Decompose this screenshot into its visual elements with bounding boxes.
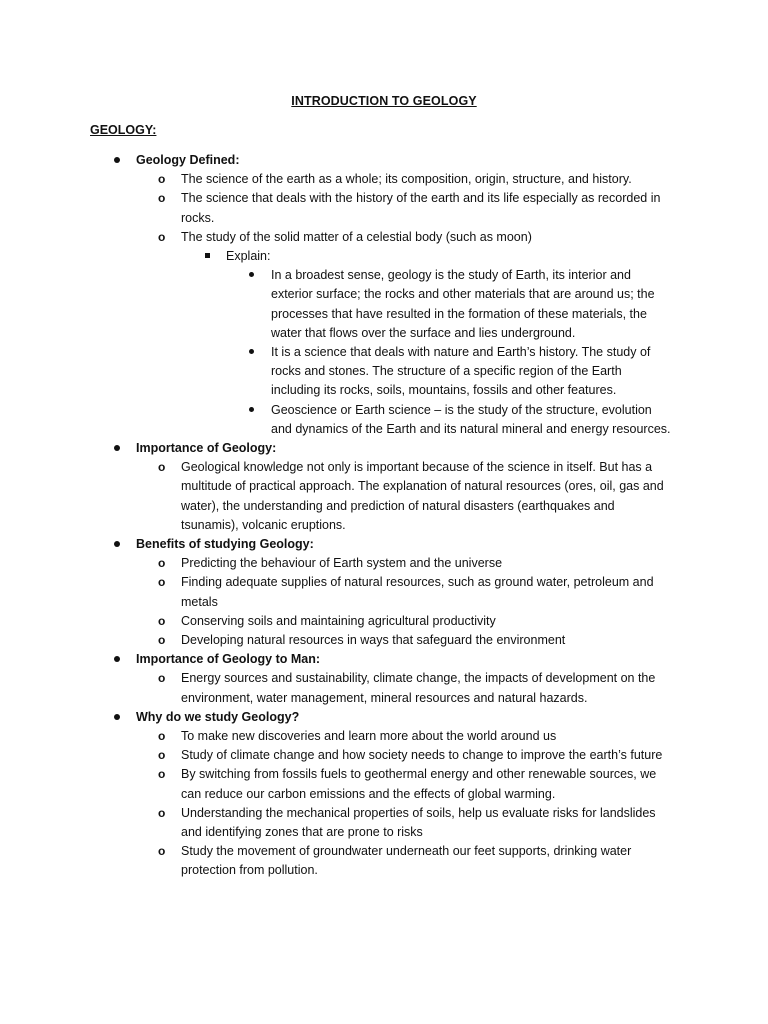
sub-bullet-marker: o [158, 556, 166, 571]
list-item-text: protection from pollution. [181, 863, 318, 878]
list-item-text: Study the movement of groundwater underneath our feet supports, drinking water [181, 844, 632, 859]
list-item-text: Understanding the mechanical properties of soils, help us evaluate risks for landslides [181, 805, 656, 820]
sub-bullet-marker: o [158, 460, 166, 475]
list-item-text: metals [181, 594, 218, 609]
section-item-heading: Why do we study Geology? [136, 709, 300, 724]
section-item-heading: Benefits of studying Geology: [136, 537, 314, 551]
sub-bullet-marker: o [158, 575, 166, 590]
document-title: INTRODUCTION TO GEOLOGY [291, 94, 477, 108]
list-item-text: The study of the solid matter of a celestial body (such as moon) [181, 229, 532, 244]
bullet-marker [114, 709, 120, 720]
list-item-text: rocks. [181, 210, 215, 225]
explain-point-text: water that flows over the surface and lies underground. [271, 325, 576, 340]
sub-bullet-marker: o [158, 633, 166, 647]
explain-point-text: and dynamics of the Earth and its natural mineral and energy resources. [271, 421, 671, 436]
sub-bullet-marker: o [158, 191, 166, 206]
explain-label: Explain: [226, 249, 271, 263]
sub-bullet-marker: o [158, 805, 166, 820]
explain-point-text: It is a science that deals with nature and Earth’s history. The study of [271, 345, 651, 359]
sub-bullet-marker: o [158, 748, 166, 763]
list-item-text: Energy sources and sustainability, climate change, the impacts of development on the [181, 671, 656, 686]
section-heading: GEOLOGY: [90, 123, 157, 137]
list-item-text: The science that deals with the history of the earth and its life especially as recorded in [181, 191, 661, 206]
list-item-text: Study of climate change and how society needs to change to improve the earth’s future [181, 748, 663, 763]
list-item-text: and identifying zones that are prone to risks [181, 825, 423, 839]
sub-bullet-marker: o [158, 844, 166, 859]
explain-point-text: rocks and stones. The structure of a specific region of the Earth [271, 364, 622, 379]
list-item-text: Geological knowledge not only is important because of the science in itself. But has a [181, 460, 653, 475]
list-item-text: Conserving soils and maintaining agricultural productivity [181, 613, 496, 628]
list-item-text: The science of the earth as a whole; its composition, origin, structure, and history. [181, 172, 632, 187]
list-item-text: Developing natural resources in ways that safeguard the environment [181, 633, 566, 647]
sub-bullet-marker: o [158, 172, 166, 187]
list-item-text: Predicting the behaviour of Earth system and the universe [181, 556, 503, 571]
sub-bullet-marker: o [158, 671, 166, 686]
list-item-text: can reduce our carbon emissions and the effects of global warming. [181, 786, 556, 801]
list-item-text: To make new discoveries and learn more about the world around us [181, 729, 557, 743]
sub-bullet-marker: o [158, 613, 166, 628]
explain-point-text: exterior surface; the rocks and other materials that are around us; the [271, 287, 655, 302]
sub-bullet-marker: o [158, 229, 166, 244]
sub-bullet-marker: o [158, 729, 166, 743]
dot-bullet-marker [249, 402, 254, 412]
list-item-text: environment, water management, mineral resources and natural hazards. [181, 690, 588, 705]
list-item-text: Finding adequate supplies of natural resources, such as ground water, petroleum and [181, 575, 654, 590]
dot-bullet-marker [249, 344, 254, 354]
bullet-marker [114, 651, 120, 662]
sub-bullet-marker: o [158, 767, 166, 782]
square-bullet-marker [205, 248, 210, 258]
explain-point-text: Geoscience or Earth science – is the study of the structure, evolution [271, 402, 652, 417]
list-item-text: water), the understanding and prediction of natural disasters (earthquakes and [181, 498, 615, 513]
list-item-text: tsunamis), volcanic eruptions. [181, 517, 346, 532]
explain-point-text: including its rocks, soils, mountains, fossils and other features. [271, 383, 617, 398]
section-item-heading: Importance of Geology: [136, 441, 277, 455]
bullet-marker [114, 152, 120, 163]
bullet-marker [114, 536, 120, 547]
bullet-marker [114, 440, 120, 451]
section-item-heading: Geology Defined: [136, 153, 240, 167]
dot-bullet-marker [249, 267, 254, 277]
list-item-text: By switching from fossils fuels to geothermal energy and other renewable sources, we [181, 767, 657, 782]
explain-point-text: In a broadest sense, geology is the study of Earth, its interior and [271, 268, 631, 283]
list-item-text: multitude of practical approach. The explanation of natural resources (ores, oil, gas and [181, 479, 664, 494]
explain-point-text: processes that have resulted in the formation of these materials, the [271, 306, 647, 321]
section-item-heading: Importance of Geology to Man: [136, 652, 321, 667]
